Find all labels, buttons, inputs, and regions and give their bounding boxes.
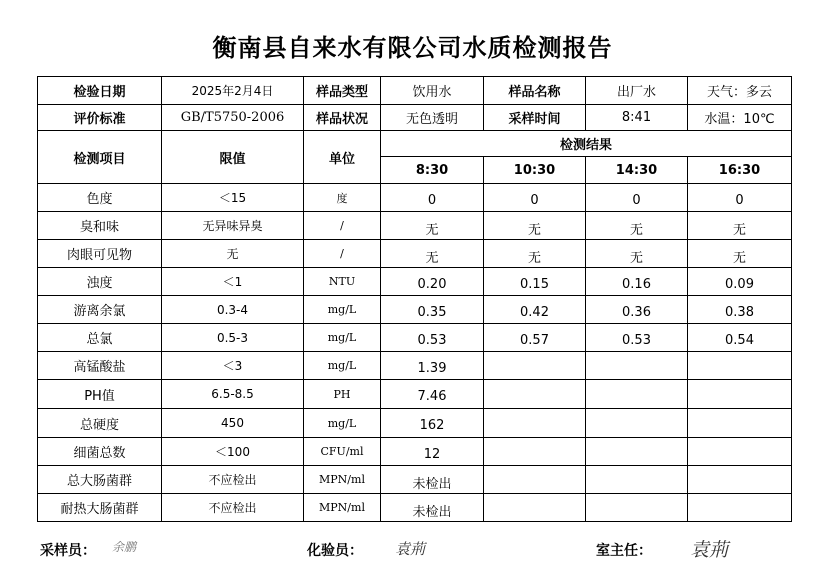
column-header-row [38,131,792,157]
table-row [38,184,792,212]
time-header: 10:30 [484,157,586,184]
table-row [38,409,792,438]
item-cell: 臭和味 [38,212,162,240]
report-table [37,76,792,522]
inspection-date-label: 检验日期 [38,77,162,105]
limit-cell: ＜100 [162,438,304,466]
unit-cell: MPN/ml [304,466,381,494]
result-cell: 0 [688,184,792,212]
sampler-signature: 余鹏 [112,540,137,554]
limit-cell: 450 [162,409,304,438]
table-row [38,494,792,522]
time-header: 16:30 [688,157,792,184]
item-cell: 总大肠菌群 [38,466,162,494]
result-cell [484,466,586,494]
result-cell [484,380,586,409]
unit-cell: CFU/ml [304,438,381,466]
limit-cell: 无 [162,240,304,268]
result-cell [688,494,792,522]
limit-cell: 不应检出 [162,494,304,522]
time-header: 14:30 [586,157,688,184]
result-cell [586,494,688,522]
result-cell [484,352,586,380]
result-cell [586,466,688,494]
table-row [38,380,792,409]
result-cell: 0.57 [484,324,586,352]
result-cell: 无 [586,212,688,240]
result-cell: 无 [484,212,586,240]
result-cell: 0.35 [381,296,484,324]
report-title: 衡南县自来水有限公司水质检测报告 [212,34,613,62]
limit-cell: 0.5-3 [162,324,304,352]
result-cell: 0 [484,184,586,212]
unit-cell: mg/L [304,352,381,380]
result-cell [688,380,792,409]
limit-cell: ＜3 [162,352,304,380]
unit-cell: / [304,240,381,268]
header-row-2 [38,105,792,131]
unit-cell: NTU [304,268,381,296]
inspection-date-value: 2025年2月4日 [162,77,304,105]
limit-column-header: 限值 [162,131,304,184]
item-cell: PH值 [38,380,162,409]
time-header: 8:30 [381,157,484,184]
sample-condition-value: 无色透明 [381,105,484,131]
result-cell: 12 [381,438,484,466]
result-cell: 0.42 [484,296,586,324]
unit-cell: 度 [304,184,381,212]
unit-cell: PH [304,380,381,409]
unit-cell: / [304,212,381,240]
sample-name-value: 出厂水 [586,77,688,105]
result-cell: 162 [381,409,484,438]
result-cell [586,438,688,466]
result-cell: 未检出 [381,494,484,522]
standard-value: GB/T5750-2006 [162,105,304,131]
result-cell: 0.38 [688,296,792,324]
result-cell: 无 [381,240,484,268]
unit-cell: mg/L [304,296,381,324]
item-cell: 肉眼可见物 [38,240,162,268]
item-cell: 高锰酸盐 [38,352,162,380]
result-cell [484,409,586,438]
result-cell: 无 [586,240,688,268]
tester-label: 化验员： [307,543,363,559]
results-column-header: 检测结果 [381,131,792,157]
result-cell [688,438,792,466]
result-cell [688,352,792,380]
table-row [38,438,792,466]
result-cell: 0.20 [381,268,484,296]
unit-cell: mg/L [304,409,381,438]
tester-signature: 袁荊 [395,540,426,558]
sampling-time-label: 采样时间 [484,105,586,131]
limit-cell: 无异味异臭 [162,212,304,240]
limit-cell: ＜1 [162,268,304,296]
sample-condition-label: 样品状况 [304,105,381,131]
weather-cell: 天气：多云 [688,77,792,105]
result-cell [688,409,792,438]
result-cell: 0 [381,184,484,212]
result-cell: 1.39 [381,352,484,380]
sample-type-value: 饮用水 [381,77,484,105]
unit-column-header: 单位 [304,131,381,184]
limit-cell: 不应检出 [162,466,304,494]
sample-name-label: 样品名称 [484,77,586,105]
item-column-header: 检测项目 [38,131,162,184]
result-cell [484,494,586,522]
result-cell: 0.09 [688,268,792,296]
result-cell [688,466,792,494]
unit-cell: MPN/ml [304,494,381,522]
table-row [38,240,792,268]
director-signature: 袁荊 [690,539,729,561]
limit-cell: 0.3-4 [162,296,304,324]
result-cell: 无 [688,240,792,268]
result-cell: 7.46 [381,380,484,409]
result-cell: 0.36 [586,296,688,324]
item-cell: 细菌总数 [38,438,162,466]
result-cell: 0.53 [586,324,688,352]
table-row [38,296,792,324]
table-row [38,324,792,352]
header-row-1 [38,77,792,105]
result-cell [586,352,688,380]
table-row [38,352,792,380]
sample-type-label: 样品类型 [304,77,381,105]
table-row [38,466,792,494]
item-cell: 总氯 [38,324,162,352]
water-temp-cell: 水温：10℃ [688,105,792,131]
item-cell: 色度 [38,184,162,212]
item-cell: 耐热大肠菌群 [38,494,162,522]
standard-label: 评价标准 [38,105,162,131]
result-cell: 无 [484,240,586,268]
table-row [38,212,792,240]
item-cell: 游离余氯 [38,296,162,324]
result-cell: 0.54 [688,324,792,352]
result-cell: 无 [381,212,484,240]
result-cell: 未检出 [381,466,484,494]
result-cell: 0 [586,184,688,212]
result-cell: 0.15 [484,268,586,296]
result-cell: 0.16 [586,268,688,296]
director-label: 室主任： [596,543,652,559]
result-cell [586,380,688,409]
sampling-time-value: 8:41 [586,105,688,131]
result-cell: 无 [688,212,792,240]
table-row [38,268,792,296]
result-cell [484,438,586,466]
sampler-label: 采样员： [40,543,96,559]
limit-cell: 6.5-8.5 [162,380,304,409]
result-cell: 0.53 [381,324,484,352]
result-cell [586,409,688,438]
item-cell: 浊度 [38,268,162,296]
limit-cell: ＜15 [162,184,304,212]
item-cell: 总硬度 [38,409,162,438]
unit-cell: mg/L [304,324,381,352]
